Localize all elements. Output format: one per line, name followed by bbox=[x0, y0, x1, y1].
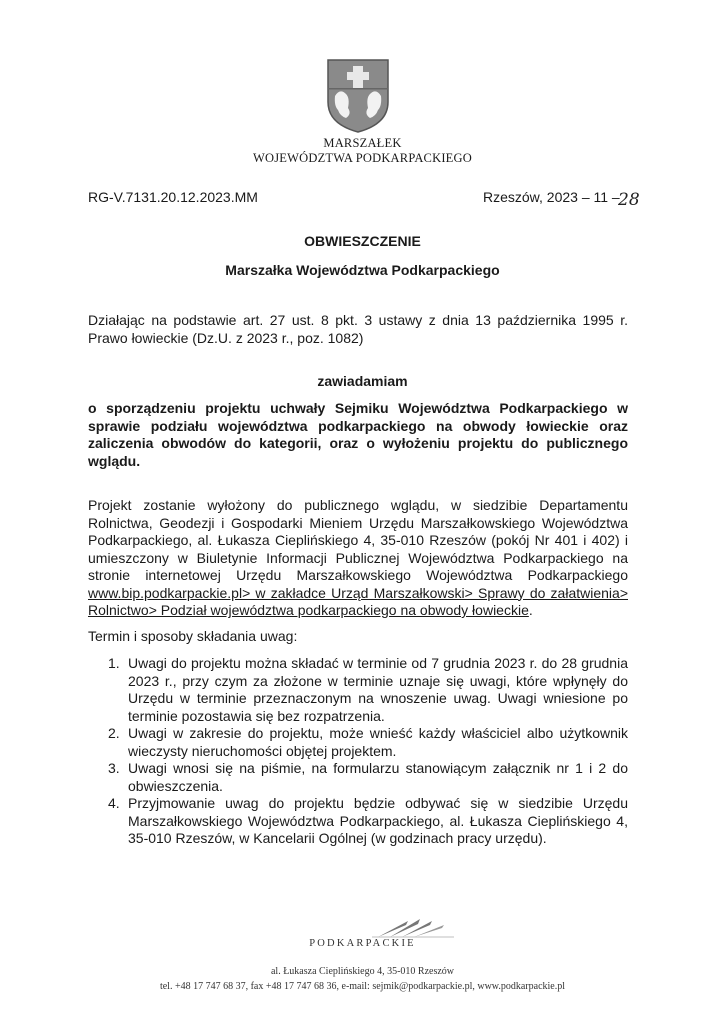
list-item-number: 3. bbox=[108, 760, 120, 776]
footer-address: al. Łukasza Cieplińskiego 4, 35-010 Rzeszów bbox=[270, 966, 454, 977]
coat-of-arms-icon bbox=[326, 58, 390, 134]
publication-paragraph bbox=[88, 497, 628, 620]
terms-list bbox=[108, 655, 628, 848]
list-item bbox=[108, 725, 628, 760]
list-item-number: 2. bbox=[108, 725, 120, 741]
announcement-heading: zawiadamiam bbox=[317, 373, 408, 389]
place-date: Rzeszów, 2023 – 11 – bbox=[483, 189, 620, 205]
list-item-text: Przyjmowanie uwag do projektu będzie odbywać się w siedzibie Urzędu Marszałkowskiego Województwa Podkarpackiego, al. Łukasza Cieplińskiego 4, 35-010 Rzeszów, w Kancelarii Ogólnej (w godzinach pracy urzędu). bbox=[128, 795, 628, 846]
legal-basis-paragraph: Działając na podstawie art. 27 ust. 8 pkt. 3 ustawy z dnia 13 października 1995 r. Prawo łowieckie (Dz.U. z 2023 r., poz. 1082) bbox=[88, 312, 628, 346]
list-item bbox=[108, 760, 628, 795]
publication-text: Projekt zostanie wyłożony do publicznego wglądu, w siedzibie Departamentu Rolnictwa, Geodezji i Gospodarki Mieniem Urzędu Marszałkowskiego Województwa Podkarpackiego, al. Łukasza Cieplińskiego 4, 35-010 Rzeszów (pokój Nr 401 i 402) i umieszczony w Biuletynie Informacji Publicznej Województwa Podkarpackiego na stronie internetowej Urzędu Marszałkowskiego Województwa Podkarpackiego bbox=[88, 497, 628, 583]
reference-number: RG-V.7131.20.12.2023.MM bbox=[88, 189, 258, 205]
list-item-text: Uwagi wnosi się na piśmie, na formularzu stanowiącym załącznik nr 1 i 2 do obwieszczenia. bbox=[128, 760, 628, 794]
list-item bbox=[108, 655, 628, 725]
subject-paragraph: o sporządzeniu projektu uchwały Sejmiku Województwa Podkarpackiego w sprawie podziału województwa podkarpackiego na obwody łowieckie oraz zaliczenia obwodów do kategorii, oraz o wyłożeniu projektu do publicznego wglądu. bbox=[88, 400, 628, 469]
podkarpackie-logo-icon bbox=[368, 915, 458, 939]
logo-text: PODKARPACKIE bbox=[309, 938, 416, 949]
footer-contact: tel. +48 17 747 68 37, fax +48 17 747 68 36, e-mail: sejmik@podkarpackie.pl, www.podkarpackie.pl bbox=[159, 981, 566, 992]
document-title: OBWIESZCZENIE bbox=[304, 233, 421, 249]
issuer-subtitle: WOJEWÓDZTWA PODKARPACKIEGO bbox=[253, 151, 472, 165]
issuer-title: MARSZAŁEK bbox=[323, 136, 402, 150]
list-item-number: 4. bbox=[108, 795, 120, 811]
handwritten-day-text: 28 bbox=[618, 190, 640, 210]
list-item bbox=[108, 795, 628, 848]
list-item-text: Uwagi w zakresie do projektu, może wnieść każdy właściciel albo użytkownik wieczysty nieruchomości objętej projektem. bbox=[128, 725, 628, 759]
document-subtitle: Marszałka Województwa Podkarpackiego bbox=[225, 262, 500, 278]
handwritten-day bbox=[618, 190, 640, 210]
publication-end: . bbox=[528, 602, 533, 618]
terms-heading: Termin i sposoby składania uwag: bbox=[88, 628, 298, 644]
list-item-number: 1. bbox=[108, 655, 120, 671]
bip-link[interactable]: www.bip.podkarpackie.pl> w zakładce Urząd Marszałkowski> Sprawy do załatwienia> Rolnictwo> Podział województwa podkarpackiego na obwody łowieckie bbox=[88, 584, 628, 618]
list-item-text: Uwagi do projektu można składać w terminie od 7 grudnia 2023 r. do 28 grudnia 2023 r., przy czym za złożone w terminie uznaje się uwagi, które wpłynęły do Urzędu w terminie przeznaczonym na wnoszenie uwag. Uwagi wniesione po terminie pozostawia się bez rozpatrzenia. bbox=[128, 655, 628, 724]
